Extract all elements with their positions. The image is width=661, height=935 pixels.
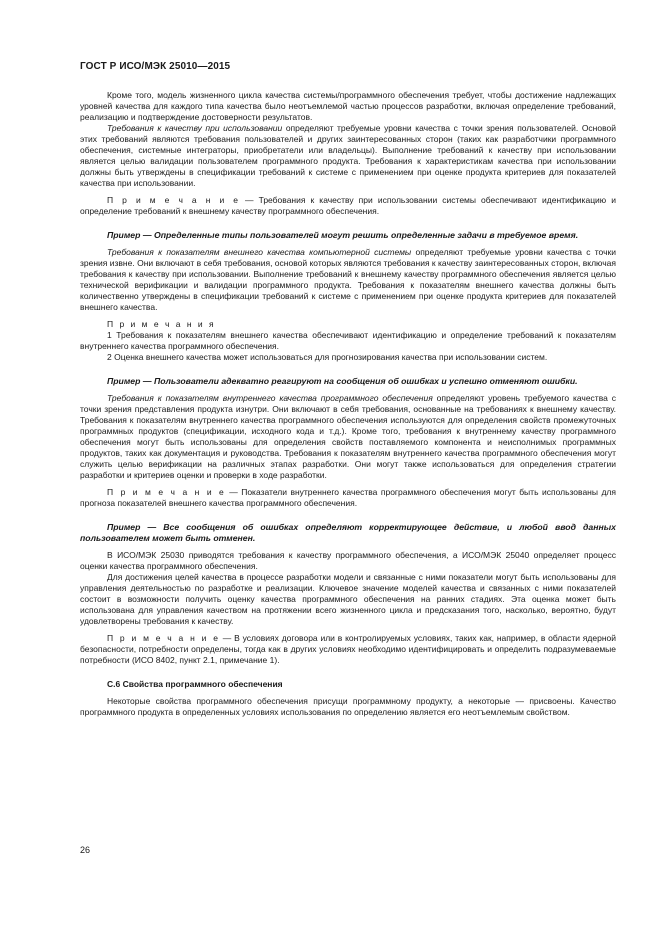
note-item: 2 Оценка внешнего качества может использоваться для прогнозирования качества при использовании систем. [107, 352, 548, 362]
paragraph [80, 123, 616, 189]
note [80, 487, 616, 509]
note-text: — В условиях договора или в контролируемых условиях, таких как, например, в области ядерной безопасности, потребности определены, тогда как в других условиях необходимо идентифицировать и определить подразумеваемые потребности (ИСО 8402, пункт 2.1, примечание 1). [80, 633, 616, 665]
page-number: 26 [80, 845, 91, 855]
note-text: — Показатели внутреннего качества программного обеспечения могут быть использованы для прогноза показателей внешнего качества программного обеспечения. [80, 487, 616, 508]
note-item: 1 Требования к показателям внешнего качества обеспечивают идентификацию и определение требований к показателям внутреннего качества программного обеспечения. [80, 330, 616, 351]
italic-term: Требования к качеству при использовании [107, 123, 283, 133]
note [80, 195, 616, 217]
paragraph: Кроме того, модель жизненного цикла качества системы/программного обеспечения требует, чтобы достижение надлежащих уровней качества для каждого типа качества было неотъемлемой частью процессов разработки, включая определение требований, реализацию и подтверждение достоверности результатов. [80, 90, 616, 122]
notes-label: П р и м е ч а н и я [107, 319, 216, 329]
note-label: П р и м е ч а н и е [107, 195, 240, 205]
paragraph-text: определяют уровень требуемого качества с точки зрения представления продукта изнутри. Они включают в себя требования, основанные на требованиях к внешнему качеству. Требования к показателям внутреннего качества программного обеспечения используются для определения свойств промежуточных программных продуктов (спецификации, исходного кода и т.д.). Кроме того, требования к внутреннему качеству программного обеспечения могут быть использованы для определения свойств поставляемого компонента и неисполнимых программных продуктов, таких как документация и руководства. Требования к показателям внутреннего качества программного обеспечения могут служить целью верификации на различных этапах разработки. Они могут также использоваться для определения стратегии разработки и критериев оценки и проверки в ходе разработки. [80, 393, 616, 480]
example: Пример — Определенные типы пользователей могут решить определенные задачи в требуемое время. [107, 230, 579, 240]
note-text: — Требования к качеству при использовании системы обеспечивают идентификацию и определение требований к внешнему качеству программного обеспечения. [80, 195, 616, 216]
example: Пример — Все сообщения об ошибках определяют корректирующее действие, и любой ввод данных пользователем может быть отменен. [80, 522, 616, 543]
note-label: П р и м е ч а н и е [107, 487, 226, 497]
paragraph: Для достижения целей качества в процессе разработки модели и связанные с ними показатели могут быть использованы для управления деятельностью по разработке и реализации. Ключевое значение моделей качества и связанных с ними показателей состоит в возможности получить оценку качества программного обеспечения на ранних стадиях. Эта оценка может быть использована для управления качеством на протяжении всего жизненного цикла и предсказания того, насколько, вероятно, будут удовлетворены требования к качеству. [80, 572, 616, 626]
example: Пример — Пользователи адекватно реагируют на сообщения об ошибках и успешно отменяют ошибки. [107, 376, 578, 386]
paragraph [80, 247, 616, 313]
note [80, 633, 616, 666]
paragraph: В ИСО/МЭК 25030 приводятся требования к качеству программного обеспечения, а ИСО/МЭК 25040 определяет процесс оценки качества программного обеспечения. [80, 550, 616, 571]
paragraph-text: определяют требуемые уровни качества с точки зрения пользователей. Основой этих требований являются требования пользователей и других заинтересованных сторон (таких как разработчики программного обеспечения, системные интеграторы, приобретатели или владельцы). Выполнение требований к качеству при использовании является целью валидации пользователем программного продукта. Требования к характеристикам качества при использовании должны быть утверждены в спецификации требований к системе с применением при оценке продукта критериев для показателей качества при использовании. [80, 123, 616, 188]
paragraph: Некоторые свойства программного обеспечения присущи программному продукту, а некоторые — присвоены. Качество программного продукта в определенных условиях использования по определению является его неотъемлемым свойством. [80, 696, 616, 717]
section-heading: С.6 Свойства программного обеспечения [107, 679, 283, 689]
page-content [80, 90, 616, 718]
paragraph-text: определяют требуемые уровни качества с точки зрения извне. Они включают в себя требования, основой которых являются требования к качеству заинтересованных сторон, включая требования к качеству при использовании. Выполнение требований к внешнему качеству программного обеспечения является целью технической верификации и валидации программного продукта. Требования к показателям внешнего качества должны быть количественно утверждены в спецификации требований к системе с применением при оценке продукта критериев для показателей внешнего качества. [80, 247, 616, 312]
document-header: ГОСТ Р ИСО/МЭК 25010—2015 [80, 61, 231, 72]
italic-term: Требования к показателям внешнего качества компьютерной системы [107, 247, 412, 257]
note-label: П р и м е ч а н и е [107, 633, 220, 643]
italic-term: Требования к показателям внутреннего качества программного обеспечения [107, 393, 433, 403]
paragraph [80, 393, 616, 481]
